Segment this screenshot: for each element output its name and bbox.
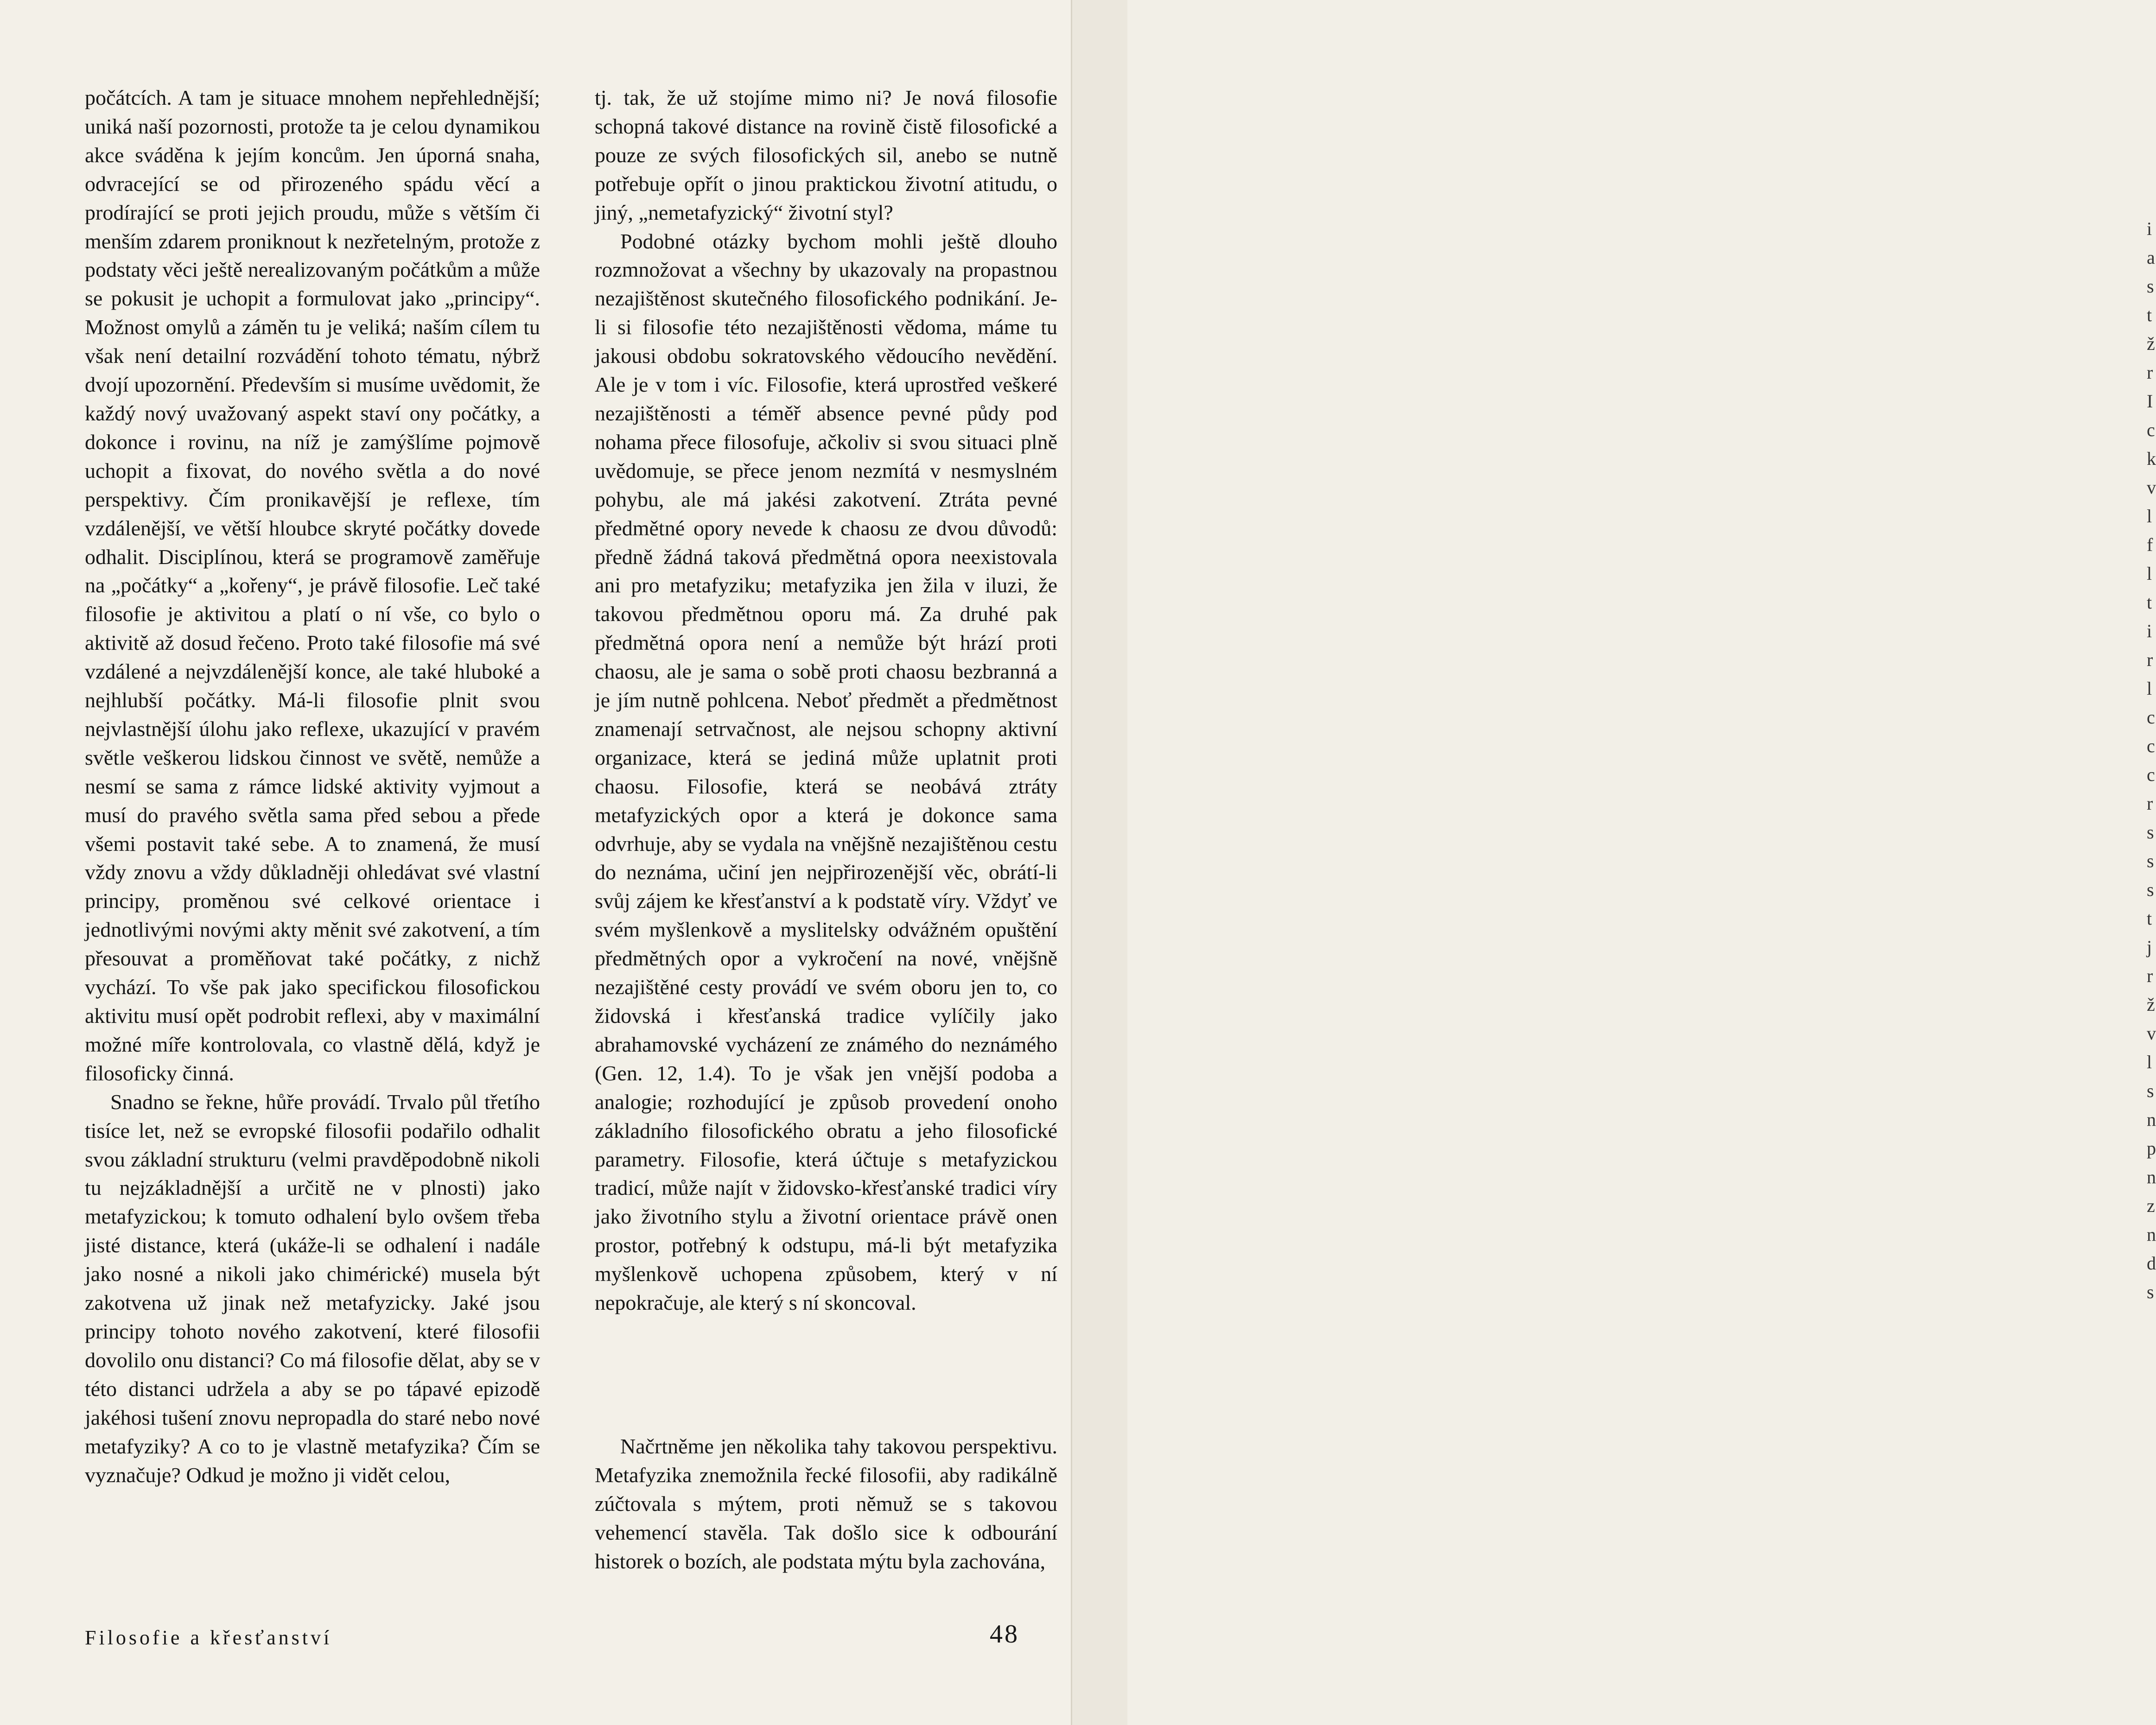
next-page-letter: k	[2147, 448, 2156, 469]
page-number: 48	[990, 1620, 1019, 1649]
next-page-letter: s	[2147, 822, 2154, 843]
next-page-letter: n	[2147, 1224, 2156, 1245]
next-page-letter: z	[2147, 1195, 2155, 1216]
next-page-letter: a	[2147, 247, 2155, 268]
next-page-letter: s	[2147, 850, 2154, 871]
next-page-letter: c	[2147, 707, 2155, 728]
paragraph: počátcích. A tam je situace mnohem nepřehlednější; uniká naší pozornosti, protože ta je celou dynamikou akce sváděna k jejím koncům. Jen úporná snaha, odvracející se od přirozeného spádu věcí a prodírající se proti jejich proudu, může s větším či menším zdarem proniknout k nezřetelným, protože z podstaty věci ještě nerealizovaným počátkům a může se pokusit je uchopit a formulovat jako „principy“. Možnost omylů a záměn tu je veliká; naším cílem tu však není detailní rozvádění tohoto tématu, nýbrž dvojí upozornění. Především si musíme uvědomit, že každý nový uvažovaný aspekt staví ony počátky, a dokonce i rovinu, na níž je zamýšlíme pojmově uchopit a fixovat, do nového světla a do nové perspektivy. Čím pronikavější je reflexe, tím vzdálenější, ve větší hloubce skryté počátky dovede odhalit. Disciplínou, která se programově zaměřuje na „počátky“ a „kořeny“, je právě filosofie. Leč také filosofie je aktivitou a platí o ní vše, co bylo o aktivitě až dosud řečeno. Proto také filosofie má své vzdálené a nejvzdálenější konce, ale také hluboké a nejhlubší počátky. Má-li filosofie plnit svou nejvlastnější úlohu jako reflexe, ukazující v pravém světle veškerou lidskou činnost ve světě, nemůže a nesmí se sama z rámce lidské aktivity vyjmout a musí do pravého světla sama před sebou a přede všemi postavit také sebe. A to znamená, že musí vždy znovu a vždy důkladněji ohledávat své vlastní principy, proměnou své celkové orientace i jednotlivými novými akty měnit své zakotvení, a tím přesouvat a proměňovat také počátky, z nichž vychází. To vše pak jako specifickou filosofickou aktivitu musí opět podrobit reflexi, aby v maximální možné míře kontrolovala, co vlastně dělá, když je filosoficky činná.	[85, 86, 540, 1085]
next-page-letter: v	[2147, 1023, 2156, 1044]
next-page-letter: c	[2147, 764, 2155, 785]
next-page-letter: s	[2147, 879, 2154, 900]
next-page-letter: v	[2147, 477, 2156, 498]
next-page-letter: j	[2147, 937, 2152, 958]
next-page-letter: d	[2147, 1253, 2156, 1274]
right-text-column	[595, 83, 1057, 1317]
left-text-column	[85, 83, 540, 1489]
paragraph: Podobné otázky bychom mohli ještě dlouho rozmnožovat a všechny by ukazovaly na propastnou nezajištěnost skutečného filosofického podnikání. Je-li si filosofie této nezajištěnosti vědoma, máme tu jakousi obdobu sokratovského vědoucího nevědění. Ale je v tom i víc. Filosofie, která uprostřed veškeré nezajištěnosti a téměř absence pevné půdy pod nohama přece filosofuje, ačkoliv si svou situaci plně uvědomuje, se přece jenom nezmítá v nesmyslném pohybu, ale má jakési zakotvení. Ztráta pevné předmětné opory nevede k chaosu ze dvou důvodů: předně žádná taková předmětná opora neexistovala ani pro metafyziku; metafyzika jen žila v iluzi, že takovou předmětnou oporu má. Za druhé pak předmětná opora není a nemůže být hrází proti chaosu, ale je sama o sobě proti chaosu bezbranná a je jím nutně pohlcena. Neboť předmět a předmětnost znamenají setrvačnost, ale nejsou schopny aktivní organizace, která se jediná může uplatnit proti chaosu. Filosofie, která se neobává ztráty metafyzických opor a která je dokonce sama odvrhuje, aby se vydala na vnějšně nezajištěnou cestu do neznáma, učiní jen nejpřirozenější věc, obrátí-li svůj zájem ke křesťanství a k podstatě víry. Vždyť ve svém myšlenkově a myslitelsky odvážném opuštění předmětných opor a vykročení na nové, vnějšně nezajištěné cesty provádí ve svém oboru jen to, co židovská i křesťanská tradice vylíčily jako abrahamovské vycházení ze známého do neznámého (Gen. 12, 1.4). To je však jen vnější podoba a analogie; rozhodující je způsob provedení onoho základního filosofického obratu a jeho filosofické parametry. Filosofie, která účtuje s metafyzickou tradicí, může najít v židovsko-křesťanské tradici víry jako životního stylu a životní orientace právě onen prostor, potřebný k odstupu, má-li být metafyzika myšlenkově uchopena způsobem, který v ní nepokračuje, ale který s ní skoncoval.	[595, 229, 1057, 1315]
next-page-letter: p	[2147, 1138, 2156, 1159]
next-page-letter: n	[2147, 1109, 2156, 1130]
paragraph: Načrtněme jen několika tahy takovou perspektivu. Metafyzika znemožnila řecké filosofii, aby radikálně zúčtovala s mýtem, proti němuž se s takovou vehemencí stavěla. Tak došlo sice k odbourání historek o bozích, ale podstata mýtu byla zachována,	[595, 1434, 1057, 1573]
paragraph: tj. tak, že už stojíme mimo ni? Je nová filosofie schopná takové distance na rovině čistě filosofické a pouze ze svých filosofických sil, anebo se nutně potřebuje opřít o jinou praktickou životní atitudu, o jiný, „nemetafyzický“ životní styl?	[595, 86, 1057, 224]
right-text-section	[595, 1432, 1057, 1576]
next-page-letter: n	[2147, 1167, 2156, 1187]
next-page-letter: l	[2147, 1052, 2152, 1072]
next-page-letter: t	[2147, 592, 2152, 613]
paragraph: Snadno se řekne, hůře provádí. Trvalo půl třetího tisíce let, než se evropské filosofii podařilo odhalit svou základní strukturu (velmi pravděpodobně nikoli tu nejzákladnější a určitě ne v plnosti) jako metafyzickou; k tomuto odhalení bylo ovšem třeba jisté distance, která (ukáže-li se odhalení i nadále jako nosné a nikoli jako chimérické) musela být zakotvena už jinak než metafyzicky. Jaké jsou principy tohoto nového zakotvení, které filosofii dovolilo onu distanci? Co má filosofie dělat, aby se v této distanci udržela a aby se po tápavé epizodě jakéhosi tušení znovu nepropadla do staré nebo nové metafyziky? A co to je vlastně metafyzika? Čím se vyznačuje? Odkud je možno ji vidět celou,	[85, 1090, 540, 1487]
next-page-letter: s	[2147, 276, 2154, 297]
next-page-letter: r	[2147, 649, 2153, 670]
next-page-letter: f	[2147, 534, 2153, 555]
next-page-letter: r	[2147, 793, 2153, 814]
next-page-edge	[1071, 0, 2156, 1725]
next-page-letter: r	[2147, 362, 2153, 383]
next-page-letter: s	[2147, 1080, 2154, 1101]
next-page-letter: I	[2147, 391, 2153, 412]
running-footer-title: Filosofie a křesťanství	[85, 1626, 332, 1649]
next-page-letter: l	[2147, 506, 2152, 526]
next-page-letter: l	[2147, 563, 2152, 584]
next-page-letter: s	[2147, 1281, 2154, 1302]
next-page-letter: t	[2147, 304, 2152, 325]
next-page-letter: t	[2147, 908, 2152, 929]
next-page-letter: i	[2147, 621, 2152, 641]
next-page-letter: c	[2147, 736, 2155, 756]
next-page-letter: r	[2147, 965, 2153, 986]
next-page-letter: l	[2147, 678, 2152, 699]
next-page-letter: i	[2147, 218, 2152, 239]
book-page	[0, 0, 1071, 1725]
next-page-letter: c	[2147, 419, 2155, 440]
next-page-letter: ž	[2147, 994, 2155, 1015]
next-page-letter: ž	[2147, 333, 2155, 354]
